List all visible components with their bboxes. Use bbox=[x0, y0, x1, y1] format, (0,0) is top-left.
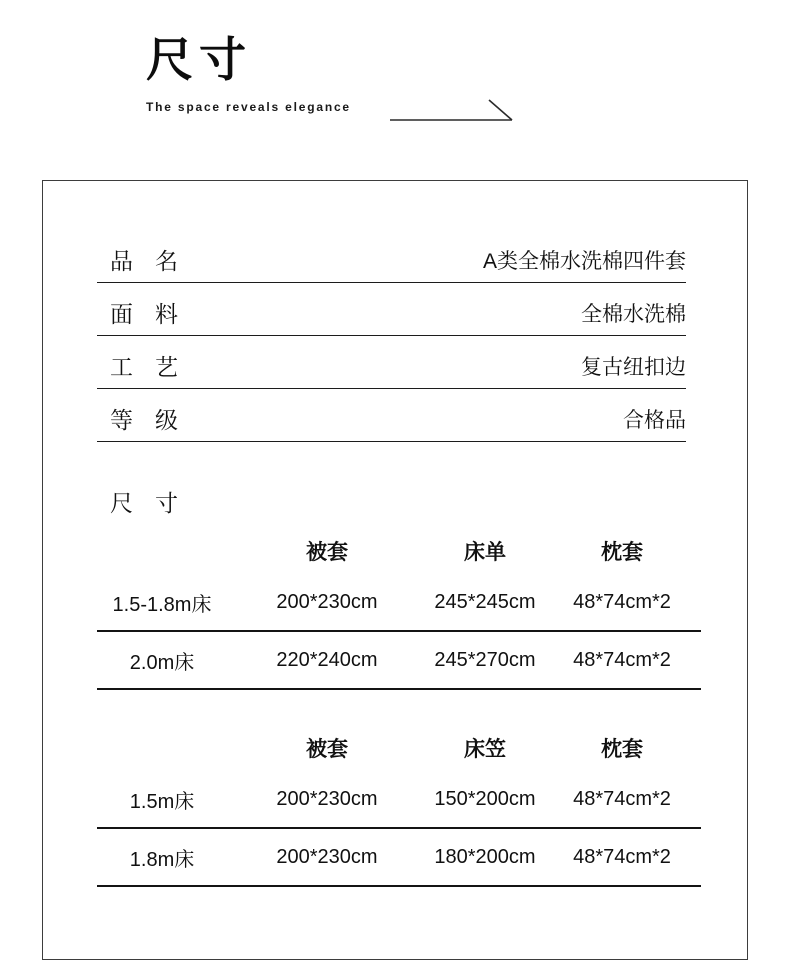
size-cell: 245*270cm bbox=[434, 648, 536, 671]
table-row bbox=[97, 771, 701, 829]
size-cell: 200*230cm bbox=[276, 845, 378, 868]
info-value: A类全棉水洗棉四件套 bbox=[482, 249, 686, 273]
table-header-row bbox=[97, 725, 701, 771]
info-label: 工艺 bbox=[110, 354, 200, 380]
bed-size-cell: 1.5-1.8m床 bbox=[112, 593, 212, 616]
column-header-fitted-sheet: 床笠 bbox=[464, 738, 506, 762]
bed-size-cell: 2.0m床 bbox=[129, 651, 195, 674]
size-cell: 150*200cm bbox=[434, 787, 536, 810]
size-cell: 245*245cm bbox=[434, 590, 536, 613]
info-label: 等级 bbox=[110, 407, 200, 433]
column-header-bed-sheet: 床单 bbox=[464, 541, 506, 565]
info-row-fabric bbox=[97, 283, 686, 336]
size-table-2 bbox=[97, 725, 701, 887]
size-cell: 200*230cm bbox=[276, 590, 378, 613]
info-row-product-name bbox=[97, 230, 686, 283]
size-cell: 48*74cm*2 bbox=[573, 590, 671, 613]
bed-size-cell: 1.8m床 bbox=[129, 848, 195, 871]
column-header-pillowcase: 枕套 bbox=[601, 738, 643, 762]
size-cell: 48*74cm*2 bbox=[573, 787, 671, 810]
info-label: 品名 bbox=[110, 248, 200, 274]
info-value: 全棉水洗棉 bbox=[581, 302, 686, 326]
info-value: 合格品 bbox=[623, 408, 686, 432]
table-row bbox=[97, 829, 701, 887]
info-row-grade bbox=[97, 389, 686, 442]
info-row-craft bbox=[97, 336, 686, 389]
bed-size-cell: 1.5m床 bbox=[129, 790, 195, 813]
page-title: 尺寸 bbox=[146, 33, 252, 86]
size-cell: 48*74cm*2 bbox=[573, 845, 671, 868]
column-header-pillowcase: 枕套 bbox=[601, 541, 643, 565]
table-header-row bbox=[97, 528, 701, 574]
table-row bbox=[97, 574, 701, 632]
size-table-1 bbox=[97, 528, 701, 690]
info-label: 面料 bbox=[110, 301, 200, 327]
arrow-right-icon bbox=[388, 94, 516, 129]
size-cell: 48*74cm*2 bbox=[573, 648, 671, 671]
info-value: 复古纽扣边 bbox=[581, 355, 686, 379]
spec-panel bbox=[42, 180, 748, 960]
column-header-duvet-cover: 被套 bbox=[306, 738, 348, 762]
column-header-duvet-cover: 被套 bbox=[306, 541, 348, 565]
table-row bbox=[97, 632, 701, 690]
size-cell: 220*240cm bbox=[276, 648, 378, 671]
size-cell: 180*200cm bbox=[434, 845, 536, 868]
section-header bbox=[146, 34, 351, 114]
size-section-heading: 尺寸 bbox=[110, 490, 200, 516]
size-cell: 200*230cm bbox=[276, 787, 378, 810]
page-subtitle: The space reveals elegance bbox=[146, 99, 351, 114]
product-info-list bbox=[97, 230, 686, 442]
